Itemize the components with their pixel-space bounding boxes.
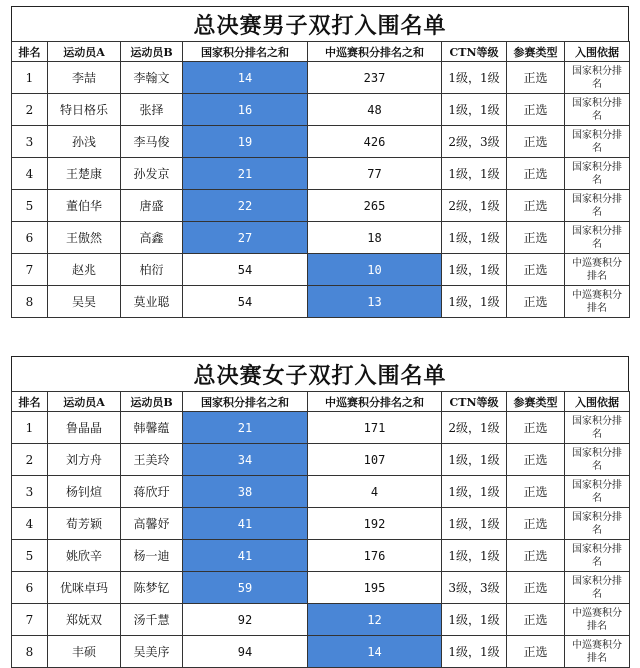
ctn-level-cell: 2级，1级 bbox=[442, 190, 507, 222]
ctn-level-cell: 1级，1级 bbox=[442, 222, 507, 254]
player-a-cell: 优咪卓玛 bbox=[48, 572, 121, 604]
header-entry-type: 参赛类型 bbox=[507, 42, 565, 62]
ctn-level-cell: 1级，1级 bbox=[442, 286, 507, 318]
player-b-cell: 高馨妤 bbox=[121, 508, 183, 540]
rank-cell: 7 bbox=[12, 604, 48, 636]
tour-points-cell: 18 bbox=[308, 222, 442, 254]
entry-type-cell: 正选 bbox=[507, 190, 565, 222]
tour-points-cell: 77 bbox=[308, 158, 442, 190]
entry-type-cell: 正选 bbox=[507, 222, 565, 254]
header-tour-points: 中巡赛积分排名之和 bbox=[308, 392, 442, 412]
rank-cell: 2 bbox=[12, 94, 48, 126]
player-b-cell: 韩馨蕴 bbox=[121, 412, 183, 444]
table-row bbox=[12, 254, 630, 286]
player-b-cell: 张择 bbox=[121, 94, 183, 126]
national-points-cell: 41 bbox=[183, 508, 308, 540]
table-row bbox=[12, 604, 630, 636]
rank-cell: 1 bbox=[12, 62, 48, 94]
entry-type-cell: 正选 bbox=[507, 286, 565, 318]
table-row bbox=[12, 444, 630, 476]
player-a-cell: 郑妩双 bbox=[48, 604, 121, 636]
tour-points-cell: 10 bbox=[308, 254, 442, 286]
table-row bbox=[12, 94, 630, 126]
player-b-cell: 孙发京 bbox=[121, 158, 183, 190]
entry-type-cell: 正选 bbox=[507, 94, 565, 126]
qualification-basis-cell: 国家积分排名 bbox=[565, 444, 630, 476]
header-row bbox=[12, 42, 630, 62]
ctn-level-cell: 1级，1级 bbox=[442, 508, 507, 540]
tour-points-cell: 192 bbox=[308, 508, 442, 540]
rank-cell: 4 bbox=[12, 508, 48, 540]
table-row bbox=[12, 476, 630, 508]
rank-cell: 3 bbox=[12, 476, 48, 508]
rank-cell: 7 bbox=[12, 254, 48, 286]
table-row bbox=[12, 412, 630, 444]
ctn-level-cell: 1级，1级 bbox=[442, 476, 507, 508]
national-points-cell: 38 bbox=[183, 476, 308, 508]
rank-cell: 3 bbox=[12, 126, 48, 158]
entry-type-cell: 正选 bbox=[507, 62, 565, 94]
rank-cell: 5 bbox=[12, 190, 48, 222]
header-ctn-level: CTN等级 bbox=[442, 42, 507, 62]
national-points-cell: 59 bbox=[183, 572, 308, 604]
table-row bbox=[12, 286, 630, 318]
player-a-cell: 孙浅 bbox=[48, 126, 121, 158]
tour-points-cell: 426 bbox=[308, 126, 442, 158]
qualification-basis-cell: 中巡赛积分排名 bbox=[565, 286, 630, 318]
player-a-cell: 荀芳颖 bbox=[48, 508, 121, 540]
player-b-cell: 柏衍 bbox=[121, 254, 183, 286]
ctn-level-cell: 1级，1级 bbox=[442, 444, 507, 476]
tour-points-cell: 265 bbox=[308, 190, 442, 222]
national-points-cell: 34 bbox=[183, 444, 308, 476]
player-b-cell: 杨一迪 bbox=[121, 540, 183, 572]
player-b-cell: 陈梦钇 bbox=[121, 572, 183, 604]
player-a-cell: 李喆 bbox=[48, 62, 121, 94]
player-a-cell: 王楚康 bbox=[48, 158, 121, 190]
header-player-b: 运动员B bbox=[121, 392, 183, 412]
player-b-cell: 李马俊 bbox=[121, 126, 183, 158]
header-tour-points: 中巡赛积分排名之和 bbox=[308, 42, 442, 62]
rank-cell: 6 bbox=[12, 572, 48, 604]
ctn-level-cell: 3级，3级 bbox=[442, 572, 507, 604]
table-row bbox=[12, 126, 630, 158]
qualification-basis-cell: 国家积分排名 bbox=[565, 508, 630, 540]
qualification-basis-cell: 国家积分排名 bbox=[565, 62, 630, 94]
ctn-level-cell: 1级，1级 bbox=[442, 62, 507, 94]
qualification-basis-cell: 国家积分排名 bbox=[565, 190, 630, 222]
tour-points-cell: 12 bbox=[308, 604, 442, 636]
player-b-cell: 汤千慧 bbox=[121, 604, 183, 636]
national-points-cell: 94 bbox=[183, 636, 308, 668]
table-title: 总决赛女子双打入围名单 bbox=[11, 356, 629, 391]
men-doubles-table bbox=[11, 6, 629, 318]
table-row bbox=[12, 508, 630, 540]
national-points-cell: 27 bbox=[183, 222, 308, 254]
header-national-points: 国家积分排名之和 bbox=[183, 42, 308, 62]
entry-type-cell: 正选 bbox=[507, 126, 565, 158]
tour-points-cell: 176 bbox=[308, 540, 442, 572]
ctn-level-cell: 2级，3级 bbox=[442, 126, 507, 158]
player-b-cell: 唐盛 bbox=[121, 190, 183, 222]
women-doubles-grid bbox=[11, 391, 630, 668]
national-points-cell: 14 bbox=[183, 62, 308, 94]
rank-cell: 5 bbox=[12, 540, 48, 572]
ctn-level-cell: 1级，1级 bbox=[442, 158, 507, 190]
player-a-cell: 丰硕 bbox=[48, 636, 121, 668]
table-row bbox=[12, 540, 630, 572]
player-a-cell: 特日格乐 bbox=[48, 94, 121, 126]
entry-type-cell: 正选 bbox=[507, 158, 565, 190]
entry-type-cell: 正选 bbox=[507, 636, 565, 668]
national-points-cell: 16 bbox=[183, 94, 308, 126]
table-row bbox=[12, 190, 630, 222]
national-points-cell: 22 bbox=[183, 190, 308, 222]
rank-cell: 8 bbox=[12, 636, 48, 668]
ctn-level-cell: 1级，1级 bbox=[442, 540, 507, 572]
tour-points-cell: 48 bbox=[308, 94, 442, 126]
table-row bbox=[12, 62, 630, 94]
player-b-cell: 莫业聪 bbox=[121, 286, 183, 318]
header-player-b: 运动员B bbox=[121, 42, 183, 62]
tour-points-cell: 237 bbox=[308, 62, 442, 94]
tour-points-cell: 171 bbox=[308, 412, 442, 444]
table-row bbox=[12, 636, 630, 668]
national-points-cell: 21 bbox=[183, 158, 308, 190]
table-row bbox=[12, 158, 630, 190]
player-a-cell: 董伯华 bbox=[48, 190, 121, 222]
entry-type-cell: 正选 bbox=[507, 604, 565, 636]
rank-cell: 4 bbox=[12, 158, 48, 190]
qualification-basis-cell: 国家积分排名 bbox=[565, 476, 630, 508]
qualification-basis-cell: 国家积分排名 bbox=[565, 572, 630, 604]
qualification-basis-cell: 国家积分排名 bbox=[565, 158, 630, 190]
qualification-basis-cell: 国家积分排名 bbox=[565, 540, 630, 572]
rank-cell: 6 bbox=[12, 222, 48, 254]
tour-points-cell: 13 bbox=[308, 286, 442, 318]
entry-type-cell: 正选 bbox=[507, 572, 565, 604]
tour-points-cell: 14 bbox=[308, 636, 442, 668]
ctn-level-cell: 1级，1级 bbox=[442, 94, 507, 126]
qualification-basis-cell: 国家积分排名 bbox=[565, 94, 630, 126]
table-title: 总决赛男子双打入围名单 bbox=[11, 6, 629, 41]
table-row bbox=[12, 572, 630, 604]
header-rank: 排名 bbox=[12, 392, 48, 412]
header-national-points: 国家积分排名之和 bbox=[183, 392, 308, 412]
men-doubles-grid bbox=[11, 41, 630, 318]
header-player-a: 运动员A bbox=[48, 392, 121, 412]
header-qualification-basis: 入围依据 bbox=[565, 392, 630, 412]
player-a-cell: 刘方舟 bbox=[48, 444, 121, 476]
national-points-cell: 54 bbox=[183, 254, 308, 286]
player-b-cell: 高鑫 bbox=[121, 222, 183, 254]
qualification-basis-cell: 中巡赛积分排名 bbox=[565, 636, 630, 668]
qualification-basis-cell: 国家积分排名 bbox=[565, 412, 630, 444]
player-b-cell: 李翰文 bbox=[121, 62, 183, 94]
player-b-cell: 蒋欣玗 bbox=[121, 476, 183, 508]
ctn-level-cell: 1级，1级 bbox=[442, 254, 507, 286]
header-entry-type: 参赛类型 bbox=[507, 392, 565, 412]
qualification-basis-cell: 国家积分排名 bbox=[565, 126, 630, 158]
entry-type-cell: 正选 bbox=[507, 508, 565, 540]
player-a-cell: 鲁晶晶 bbox=[48, 412, 121, 444]
entry-type-cell: 正选 bbox=[507, 540, 565, 572]
header-rank: 排名 bbox=[12, 42, 48, 62]
ctn-level-cell: 1级，1级 bbox=[442, 636, 507, 668]
tour-points-cell: 107 bbox=[308, 444, 442, 476]
player-a-cell: 赵兆 bbox=[48, 254, 121, 286]
rank-cell: 1 bbox=[12, 412, 48, 444]
qualification-basis-cell: 中巡赛积分排名 bbox=[565, 604, 630, 636]
header-ctn-level: CTN等级 bbox=[442, 392, 507, 412]
entry-type-cell: 正选 bbox=[507, 412, 565, 444]
national-points-cell: 21 bbox=[183, 412, 308, 444]
ctn-level-cell: 2级，1级 bbox=[442, 412, 507, 444]
header-qualification-basis: 入围依据 bbox=[565, 42, 630, 62]
rank-cell: 2 bbox=[12, 444, 48, 476]
player-b-cell: 吴美序 bbox=[121, 636, 183, 668]
entry-type-cell: 正选 bbox=[507, 444, 565, 476]
header-player-a: 运动员A bbox=[48, 42, 121, 62]
player-a-cell: 吴昊 bbox=[48, 286, 121, 318]
player-a-cell: 杨钊煊 bbox=[48, 476, 121, 508]
player-b-cell: 王美玲 bbox=[121, 444, 183, 476]
national-points-cell: 92 bbox=[183, 604, 308, 636]
qualification-basis-cell: 国家积分排名 bbox=[565, 222, 630, 254]
entry-type-cell: 正选 bbox=[507, 254, 565, 286]
entry-type-cell: 正选 bbox=[507, 476, 565, 508]
ctn-level-cell: 1级，1级 bbox=[442, 604, 507, 636]
national-points-cell: 54 bbox=[183, 286, 308, 318]
player-a-cell: 王傲然 bbox=[48, 222, 121, 254]
tour-points-cell: 195 bbox=[308, 572, 442, 604]
table-row bbox=[12, 222, 630, 254]
national-points-cell: 19 bbox=[183, 126, 308, 158]
rank-cell: 8 bbox=[12, 286, 48, 318]
qualification-basis-cell: 中巡赛积分排名 bbox=[565, 254, 630, 286]
women-doubles-table bbox=[11, 356, 629, 668]
tour-points-cell: 4 bbox=[308, 476, 442, 508]
header-row bbox=[12, 392, 630, 412]
player-a-cell: 姚欣辛 bbox=[48, 540, 121, 572]
national-points-cell: 41 bbox=[183, 540, 308, 572]
